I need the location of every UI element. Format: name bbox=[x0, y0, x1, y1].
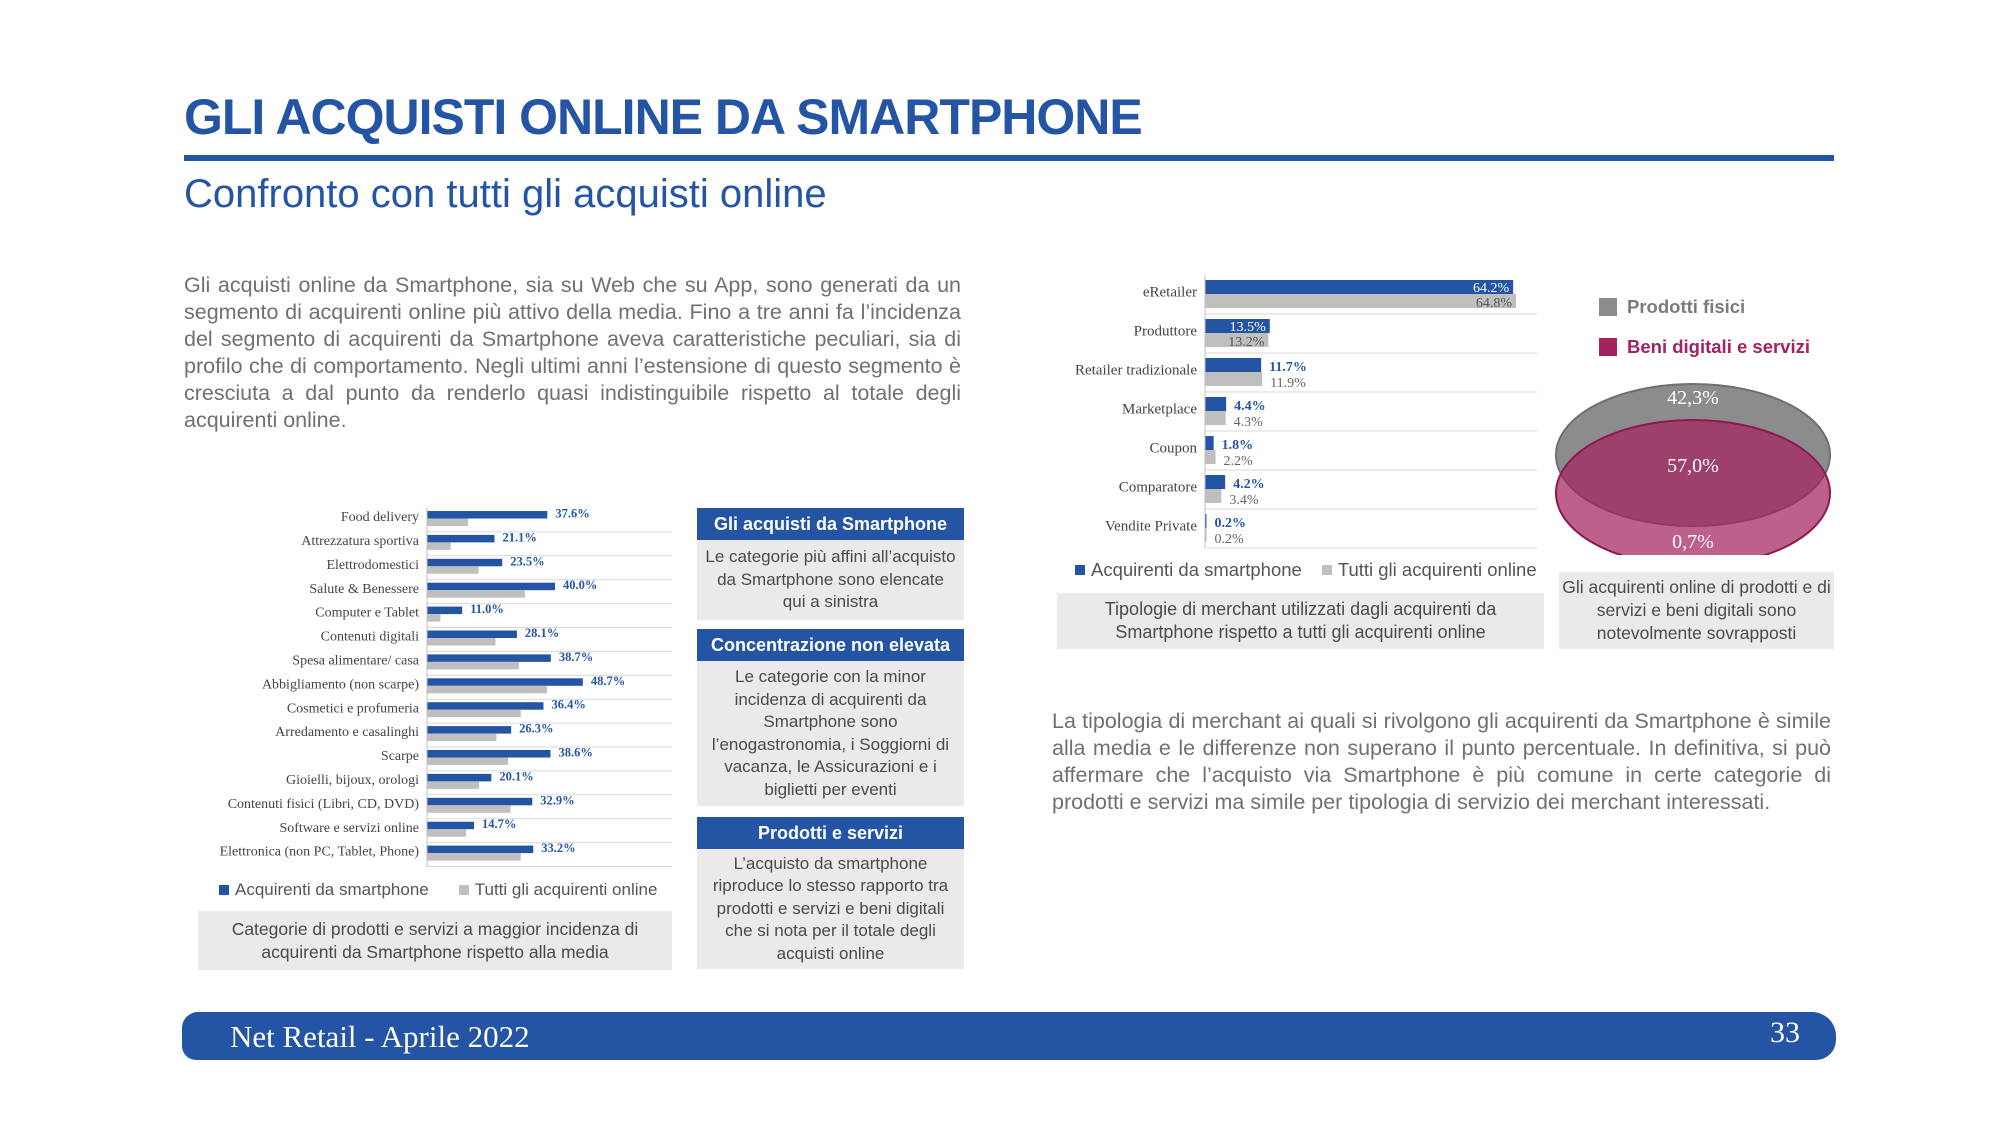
bar-smartphone bbox=[1205, 475, 1225, 489]
bar-smartphone bbox=[427, 774, 491, 782]
legend-swatch-digital bbox=[1599, 338, 1617, 356]
bar-smartphone bbox=[427, 846, 533, 854]
legend-swatch-all bbox=[1322, 565, 1332, 575]
bar-all-online bbox=[427, 542, 451, 550]
category-label: Software e servizi online bbox=[279, 820, 419, 836]
value-label-smartphone: 21.1% bbox=[502, 530, 537, 545]
side-box-1-body: Le categorie più affini all’acquisto da Smartphone sono elencate qui a sinistra bbox=[697, 540, 964, 620]
bar-all-online bbox=[427, 758, 508, 766]
value-label-all-online: 11.9% bbox=[1270, 376, 1306, 391]
bar-smartphone bbox=[1205, 358, 1261, 372]
bar-smartphone bbox=[427, 559, 502, 567]
category-label: Computer e Tablet bbox=[315, 605, 419, 621]
bar-smartphone bbox=[427, 798, 532, 806]
category-label: Produttore bbox=[1133, 323, 1197, 340]
category-label: Gioielli, bijoux, orologi bbox=[286, 773, 419, 789]
value-label-smartphone: 40.0% bbox=[563, 578, 598, 593]
bar-all-online bbox=[427, 590, 525, 598]
category-label: Contenuti fisici (Libri, CD, DVD) bbox=[227, 796, 419, 812]
page-title: GLI ACQUISTI ONLINE DA SMARTPHONE bbox=[184, 89, 1142, 145]
bar-all-online bbox=[427, 519, 468, 527]
bar-all-online bbox=[1205, 411, 1226, 425]
legend-label-all: Tutti gli acquirenti online bbox=[1337, 559, 1537, 580]
legend-label-digital: Beni digitali e servizi bbox=[1627, 336, 1811, 357]
side-box-3-title: Prodotti e servizi bbox=[697, 817, 964, 849]
chart2-caption: Tipologie di merchant utilizzati dagli acquirenti da Smartphone rispetto a tutti gli acquirenti online bbox=[1057, 593, 1544, 649]
bar-smartphone bbox=[427, 654, 551, 662]
bar-all-online bbox=[427, 566, 479, 574]
title-divider bbox=[184, 155, 1834, 161]
category-bar-chart bbox=[180, 500, 680, 910]
bar-smartphone bbox=[427, 607, 462, 615]
legend-label-smartphone: Acquirenti da smartphone bbox=[1091, 559, 1302, 580]
value-label-smartphone: 28.1% bbox=[524, 626, 560, 640]
value-label-all-online: 2.2% bbox=[1223, 454, 1253, 469]
bar-smartphone bbox=[1205, 397, 1226, 411]
value-label-smartphone: 32.9% bbox=[540, 793, 575, 808]
bar-smartphone bbox=[427, 726, 511, 734]
bar-smartphone bbox=[427, 583, 555, 591]
footer-publication: Net Retail - Aprile 2022 bbox=[230, 1019, 530, 1054]
value-label-all-online: 4.3% bbox=[1233, 415, 1263, 430]
category-label: Coupon bbox=[1149, 440, 1197, 457]
bar-all-online bbox=[427, 638, 495, 646]
value-label-all-online: 3.4% bbox=[1229, 493, 1259, 508]
bar-all-online bbox=[427, 614, 440, 622]
side-box-1-title: Gli acquisti da Smartphone bbox=[697, 508, 964, 540]
chart1-legend bbox=[219, 880, 657, 900]
value-label-smartphone: 37.6% bbox=[555, 506, 590, 521]
bar-all-online bbox=[1205, 489, 1221, 503]
category-label: Food delivery bbox=[340, 510, 419, 526]
chart1-caption: Categorie di prodotti e servizi a maggior incidenza di acquirenti da Smartphone rispetto alla media bbox=[198, 911, 672, 970]
category-label: Elettrodomestici bbox=[326, 557, 419, 573]
page-subtitle: Confronto con tutti gli acquisti online bbox=[184, 172, 827, 216]
category-label: Spesa alimentare/ casa bbox=[292, 653, 419, 669]
value-label-smartphone: 14.7% bbox=[482, 817, 517, 832]
category-label: Cosmetici e profumeria bbox=[286, 701, 419, 717]
category-label: Elettronica (non PC, Tablet, Phone) bbox=[219, 844, 419, 860]
category-label: Comparatore bbox=[1118, 479, 1197, 496]
intro-paragraph: Gli acquisti online da Smartphone, sia su Web che su App, sono generati da un segmento di acquirenti online più attivo della media. Fino a tre anni fa l’incidenza del segmento di acquirenti da Smartphone aveva caratteristiche peculiari, sia di profilo che di comportamento. Negli ultimi anni l’estensione di questo segmento è cresciuta a dal punto da renderlo quasi indistinguibile rispetto al totale degli acquirenti online. bbox=[184, 273, 961, 432]
category-label: Scarpe bbox=[380, 749, 419, 765]
conclusion-paragraph: La tipologia di merchant ai quali si rivolgono gli acquirenti da Smartphone è simile alla media e le differenze non superano il punto percentuale. In definitiva, si può affermare che l’acquisto via Smartphone è più comune in certe categorie di prodotti e servizi ma simile per tipologia di servizio dei merchant interessati. bbox=[1052, 709, 1831, 814]
legend-swatch-smartphone bbox=[219, 885, 229, 895]
side-box-2-body: Le categorie con la minor incidenza di acquirenti da Smartphone sono l’enogastronomia, i Soggiorni di vacanza, le Assicurazioni e i biglietti per eventi bbox=[697, 661, 964, 806]
legend-label-all: Tutti gli acquirenti online bbox=[474, 880, 658, 899]
page-number: 33 bbox=[1770, 1016, 1800, 1049]
venn-legend-digital bbox=[1599, 336, 1810, 358]
value-label-all-online: 64.8% bbox=[1475, 296, 1513, 311]
bar-all-online bbox=[427, 853, 521, 861]
category-label: Abbigliamento (non scarpe) bbox=[261, 677, 419, 693]
value-label-smartphone: 48.7% bbox=[590, 673, 626, 688]
legend-label-smartphone: Acquirenti da smartphone bbox=[235, 880, 429, 899]
bar-all-online bbox=[1205, 450, 1216, 464]
value-label-all-online: 0.2% bbox=[1214, 532, 1244, 547]
value-label-smartphone: 36.4% bbox=[551, 697, 586, 712]
bar-smartphone bbox=[427, 678, 583, 686]
value-label-smartphone: 20.1% bbox=[499, 769, 534, 784]
merchant-bar-chart bbox=[1050, 272, 1550, 562]
bar-smartphone bbox=[1205, 436, 1214, 450]
value-label-smartphone: 38.7% bbox=[558, 649, 594, 664]
venn-diagram bbox=[1555, 375, 1835, 555]
value-label-smartphone: 0.2% bbox=[1214, 516, 1246, 531]
category-label: Contenuti digitali bbox=[320, 629, 419, 645]
venn-legend-physical bbox=[1599, 296, 1745, 318]
legend-swatch-smartphone bbox=[1075, 565, 1085, 575]
bar-all-online bbox=[427, 686, 547, 694]
category-label: Arredamento e casalinghi bbox=[275, 725, 419, 741]
value-label-smartphone: 33.2% bbox=[541, 841, 576, 856]
value-label-smartphone: 38.6% bbox=[558, 745, 593, 760]
value-label-smartphone: 23.5% bbox=[510, 554, 545, 569]
value-label-smartphone: 13.5% bbox=[1229, 320, 1266, 335]
bar-smartphone bbox=[427, 750, 551, 758]
bar-all-online bbox=[427, 662, 519, 670]
category-label: Retailer tradizionale bbox=[1074, 362, 1197, 379]
bar-all-online bbox=[427, 710, 521, 718]
side-box-3-body: L’acquisto da smartphone riproduce lo stesso rapporto tra prodotti e servizi e beni digitali che si nota per il totale degli acquisti online bbox=[697, 849, 964, 969]
bar-smartphone bbox=[427, 511, 547, 519]
category-label: Vendite Private bbox=[1104, 518, 1197, 535]
side-box-2-title: Concentrazione non elevata bbox=[697, 629, 964, 661]
bar-all-online bbox=[427, 781, 479, 789]
category-label: Attrezzatura sportiva bbox=[301, 534, 419, 550]
value-label-smartphone: 1.8% bbox=[1221, 438, 1254, 453]
legend-label-physical: Prodotti fisici bbox=[1627, 296, 1746, 317]
bar-smartphone bbox=[427, 535, 495, 543]
category-label: Salute & Benessere bbox=[309, 581, 419, 597]
bar-smartphone bbox=[427, 702, 543, 710]
value-label-smartphone: 11.0% bbox=[470, 602, 504, 617]
chart2-legend bbox=[1075, 559, 1537, 581]
bar-smartphone bbox=[1205, 280, 1513, 294]
venn-label-physical: 42,3% bbox=[1667, 387, 1719, 409]
value-label-smartphone: 4.2% bbox=[1233, 477, 1265, 492]
venn-label-overlap: 57,0% bbox=[1667, 455, 1719, 477]
bar-smartphone bbox=[427, 631, 517, 639]
bar-all-online bbox=[427, 805, 511, 813]
value-label-all-online: 13.2% bbox=[1228, 335, 1265, 350]
value-label-smartphone: 64.2% bbox=[1472, 281, 1510, 296]
legend-swatch-all bbox=[459, 885, 469, 895]
venn-label-digital: 0,7% bbox=[1672, 531, 1714, 553]
category-label: Marketplace bbox=[1122, 401, 1197, 418]
bar-all-online bbox=[1205, 294, 1516, 308]
bar-smartphone bbox=[427, 822, 474, 830]
bar-all-online bbox=[1205, 372, 1262, 386]
value-label-smartphone: 11.7% bbox=[1269, 360, 1307, 375]
legend-swatch-physical bbox=[1599, 298, 1617, 316]
category-label: eRetailer bbox=[1142, 284, 1197, 301]
bar-all-online bbox=[427, 734, 496, 742]
bar-all-online bbox=[427, 829, 466, 837]
value-label-smartphone: 4.4% bbox=[1234, 399, 1266, 414]
venn-caption: Gli acquirenti online di prodotti e di servizi e beni digitali sono notevolmente sovrapposti bbox=[1559, 572, 1834, 649]
value-label-smartphone: 26.3% bbox=[519, 721, 554, 736]
